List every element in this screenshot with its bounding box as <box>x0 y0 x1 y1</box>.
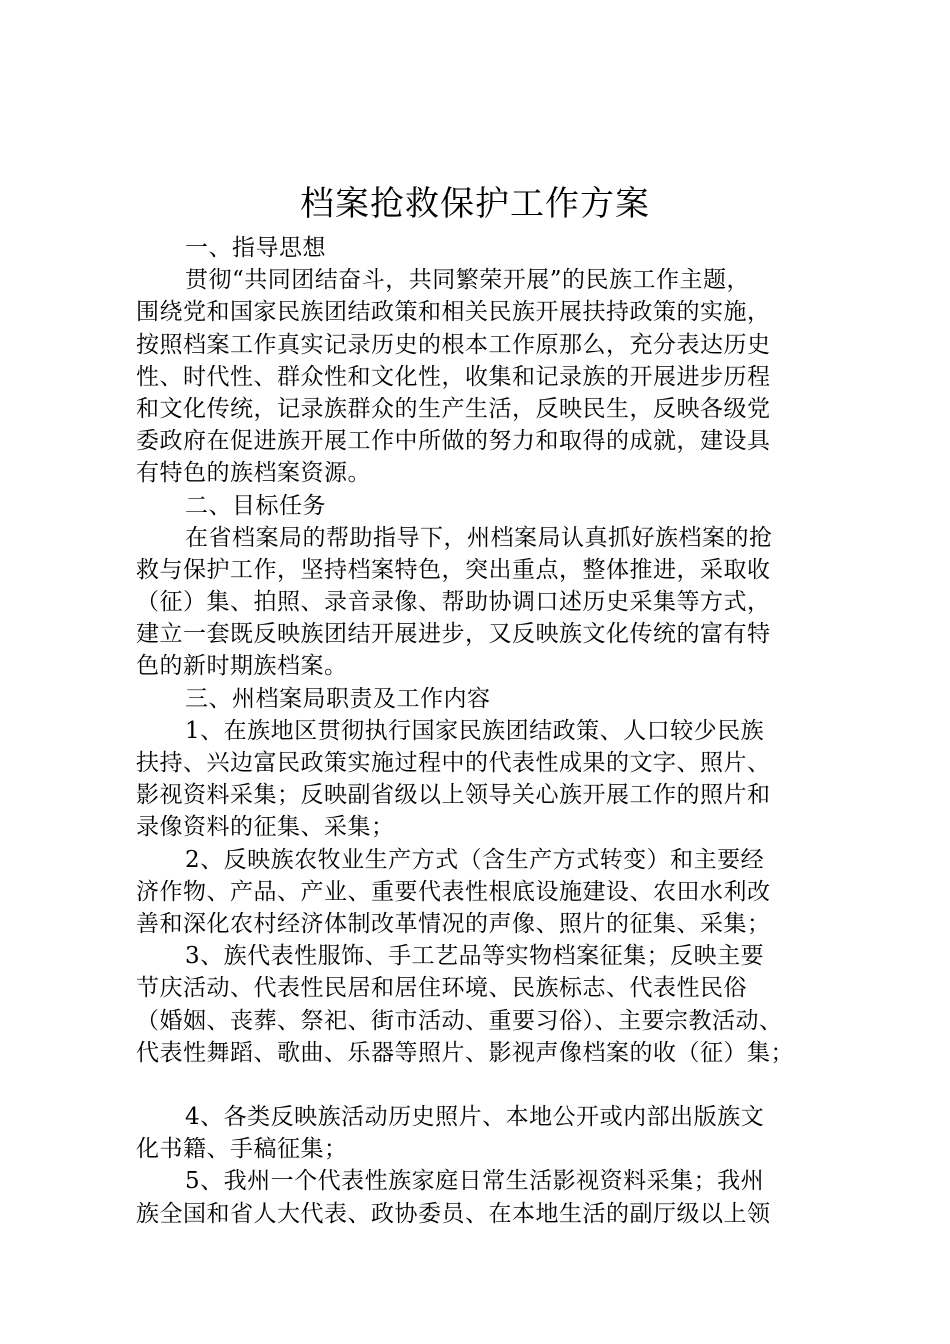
paragraph-line: （征）集、拍照、录音录像、帮助协调口述历史采集等方式， <box>136 589 771 616</box>
paragraph-first-line: 三、州档案局职责及工作内容 <box>185 685 491 712</box>
paragraph-line: 有特色的族档案资源。 <box>136 460 371 487</box>
paragraph-first-line: 5、我州一个代表性族家庭日常生活影视资料采集；我州 <box>185 1168 765 1195</box>
paragraph-first-line: 3、族代表性服饰、手工艺品等实物档案征集；反映主要 <box>185 943 765 970</box>
paragraph-line: 色的新时期族档案。 <box>136 653 348 680</box>
paragraph-line: 和文化传统，记录族群众的生产生活，反映民生，反映各级党 <box>136 395 771 422</box>
paragraph-line: 济作物、产品、产业、重要代表性根底设施建设、农田水利改 <box>136 878 771 905</box>
document-title: 档案抢救保护工作方案 <box>300 184 650 224</box>
paragraph-line: 按照档案工作真实记录历史的根本工作原那么，充分表达历史 <box>136 331 771 358</box>
document-body <box>136 232 836 1230</box>
paragraph-line: 族全国和省人大代表、政协委员、在本地生活的副厅级以上领 <box>136 1200 771 1227</box>
paragraph-line: 性、时代性、群众性和文化性，收集和记录族的开展进步历程 <box>136 363 771 390</box>
paragraph-line: 建立一套既反映族团结开展进步，又反映族文化传统的富有特 <box>136 621 771 648</box>
paragraph-first-line: 在省档案局的帮助指导下，州档案局认真抓好族档案的抢 <box>185 524 773 551</box>
paragraph-first-line: 二、目标任务 <box>185 492 326 519</box>
paragraph-line: 委政府在促进族开展工作中所做的努力和取得的成就，建设具 <box>136 428 771 455</box>
paragraph-line: 救与保护工作，坚持档案特色，突出重点，整体推进，采取收 <box>136 556 771 583</box>
paragraph-first-line: 贯彻“共同团结奋斗，共同繁荣开展”的民族工作主题， <box>185 267 751 294</box>
paragraph-line: 扶持、兴边富民政策实施过程中的代表性成果的文字、照片、 <box>136 750 771 776</box>
paragraph-line: 善和深化农村经济体制改革情况的声像、照片的征集、采集； <box>136 910 771 937</box>
paragraph-line: （婚姻、丧葬、祭祀、街市活动、重要习俗）、主要宗教活动、 <box>136 1007 783 1034</box>
paragraph-first-line: 1、在族地区贯彻执行国家民族团结政策、人口较少民族 <box>185 717 765 744</box>
paragraph-first-line: 一、指导思想 <box>185 235 326 261</box>
paragraph-line: 围绕党和国家民族团结政策和相关民族开展扶持政策的实施， <box>136 299 771 326</box>
paragraph-line <box>136 1069 836 1101</box>
paragraph-line: 节庆活动、代表性民居和居住环境、民族标志、代表性民俗 <box>136 975 747 1002</box>
paragraph-line: 录像资料的征集、采集； <box>136 814 395 841</box>
paragraph-line: 化书籍、手稿征集； <box>136 1136 348 1163</box>
paragraph-line: 影视资料采集；反映副省级以上领导关心族开展工作的照片和 <box>136 782 771 809</box>
paragraph-first-line: 2、反映族农牧业生产方式（含生产方式转变）和主要经 <box>185 846 765 873</box>
paragraph-first-line: 4、各类反映族活动历史照片、本地公开或内部出版族文 <box>185 1104 765 1131</box>
paragraph-line: 代表性舞蹈、歌曲、乐器等照片、影视声像档案的收（征）集； <box>136 1039 794 1066</box>
